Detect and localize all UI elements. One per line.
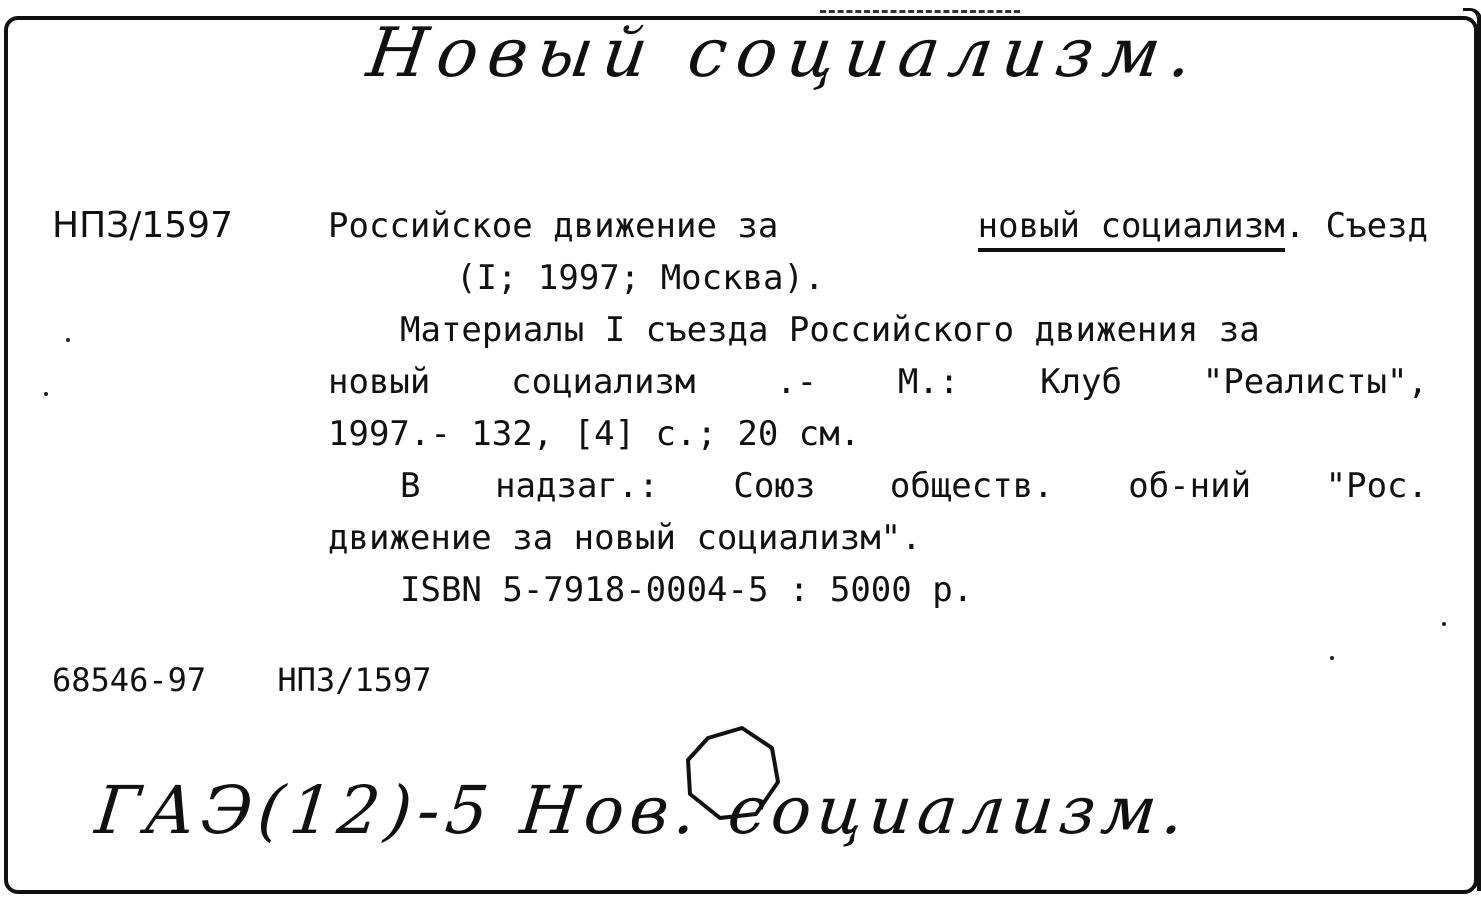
scan-speck [66, 338, 70, 342]
bibliographic-entry [328, 200, 1428, 616]
entry-heading-left: Российское движение за [328, 206, 779, 246]
imprint-word: М.: [897, 362, 960, 402]
card-top-mark [820, 10, 1020, 13]
note-word: "Рос. [1325, 466, 1428, 506]
call-number: НПЗ/1597 [52, 205, 233, 246]
scan-speck [44, 392, 48, 396]
scan-speck [1330, 656, 1334, 660]
footer-call-number: НПЗ/1597 [277, 661, 432, 699]
entry-heading-line [328, 200, 1428, 252]
handwritten-subject-heading: Новый социализм. [362, 14, 1208, 93]
entry-imprint-line [328, 356, 1428, 408]
handwritten-classification-note: ГАЭ(12)-5 Нов. социализм. [91, 772, 1194, 849]
note-word: Союз [733, 466, 816, 506]
entry-heading-right-group [978, 200, 1428, 252]
entry-heading-right: . Съезд [1284, 206, 1428, 246]
imprint-word: .- [776, 362, 818, 402]
entry-collation-line: 1997.- 132, [4] с.; 20 см. [328, 414, 861, 454]
entry-isbn-line: ISBN 5-7918-0004-5 : 5000 р. [400, 570, 974, 610]
card-footer-numbers [52, 654, 432, 706]
entry-note-continuation: движение за новый социализм". [328, 518, 922, 558]
note-word: обществ. [889, 466, 1054, 506]
imprint-word: Клуб [1040, 362, 1122, 402]
accession-number: 68546-97 [52, 661, 207, 699]
entry-heading-underlined: новый социализм [978, 206, 1285, 252]
note-word: об-ний [1128, 466, 1252, 506]
entry-note-line [328, 460, 1428, 512]
entry-heading-continuation: (I; 1997; Москва). [456, 258, 825, 298]
note-word: В [400, 466, 421, 506]
imprint-word: новый [328, 362, 431, 402]
scan-speck [1442, 622, 1446, 626]
card-edge [1463, 8, 1481, 891]
imprint-word: социализм [511, 362, 696, 402]
imprint-word: "Реалисты", [1202, 362, 1428, 402]
note-word: надзаг.: [495, 466, 659, 506]
entry-title-line: Материалы I съезда Российского движения за [400, 310, 1260, 350]
